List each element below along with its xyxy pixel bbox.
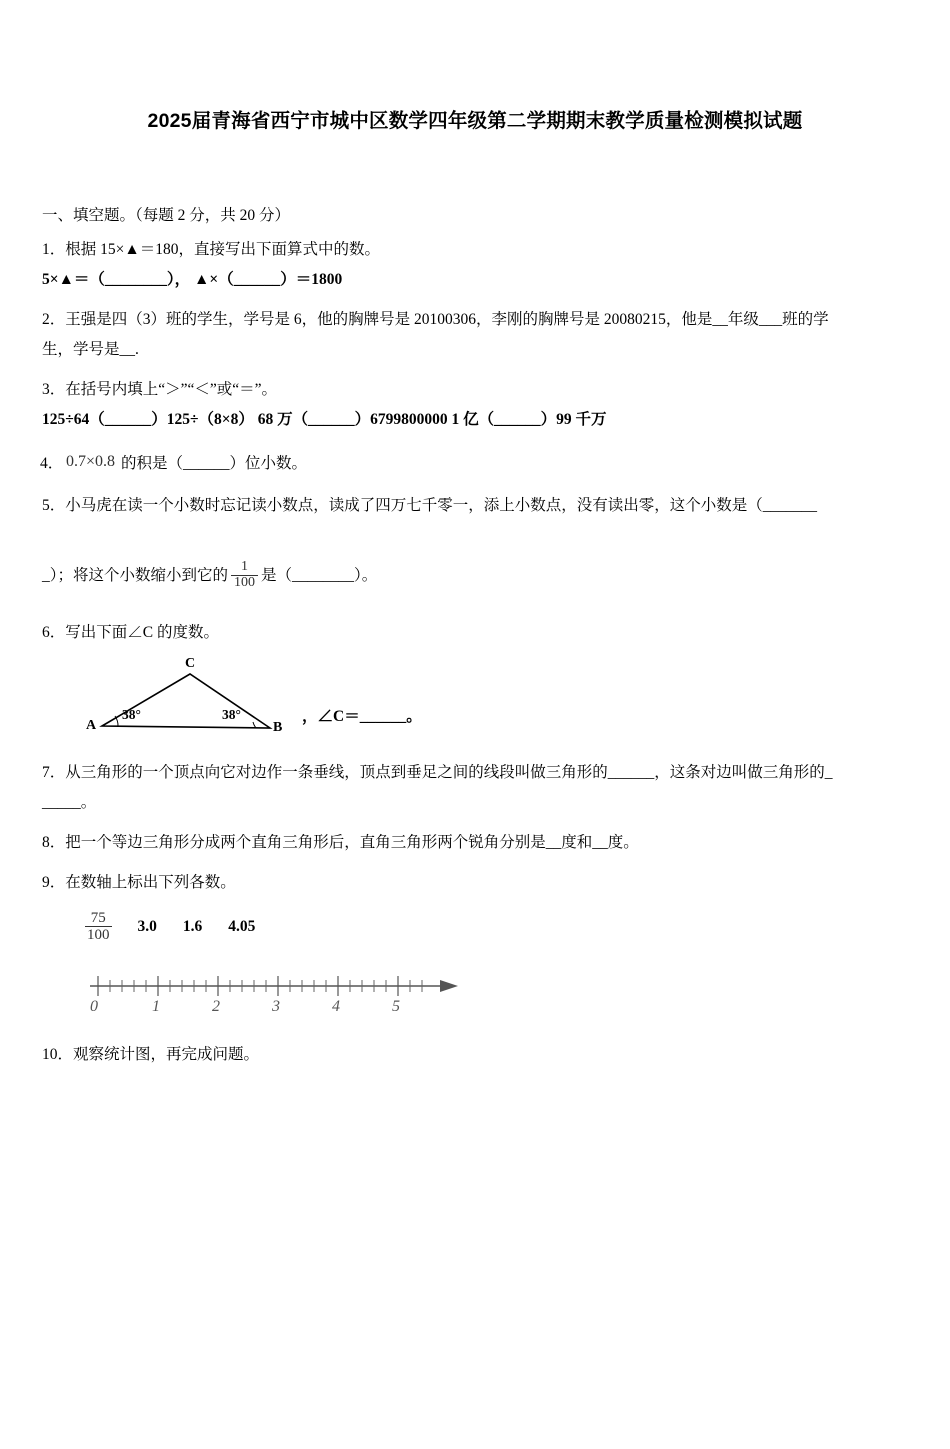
vertex-label-b: B	[273, 719, 283, 735]
page-title: 2025届青海省西宁市城中区数学四年级第二学期期末教学质量检测模拟试题	[147, 110, 803, 132]
triangle-svg	[70, 656, 490, 752]
question-6-text: 写出下面∠C 的度数。	[65, 623, 219, 641]
angle-label-b: 38°	[222, 706, 241, 722]
question-9	[42, 868, 910, 898]
question-3-number: 3．	[42, 381, 66, 398]
question-8-number: 8．	[42, 833, 66, 851]
question-6	[42, 618, 910, 648]
question-5	[42, 491, 910, 521]
question-4	[40, 451, 910, 473]
question-7-text-cont: _____。	[42, 793, 97, 811]
question-2-text: 王强是四（3）班的学生，学号是 6，他的胸牌号是 20100306，李刚的胸牌号是 20080215，他是__年级___班的学	[65, 311, 829, 328]
question-2-text-cont: 生，学号是__.	[42, 341, 139, 358]
value-item-2: 1.6	[182, 917, 203, 935]
triangle-figure	[70, 656, 490, 752]
question-4-text: 的积是（______）位小数。	[121, 455, 308, 472]
exam-page	[0, 105, 950, 1449]
question-2	[42, 305, 910, 335]
question-5-text-pre: _）；将这个小数缩小到它的	[42, 567, 229, 584]
question-8-text: 把一个等边三角形分成两个直角三角形后，直角三角形两个锐角分别是__度和__度。	[65, 833, 639, 851]
question-4-number: 4．	[40, 455, 64, 472]
question-1-text: 根据 15×▲＝180，直接写出下面算式中的数。	[65, 241, 380, 258]
question-3	[42, 375, 910, 405]
question-7-text: 从三角形的一个顶点向它对边作一条垂线，顶点到垂足之间的线段叫做三角形的______，这条对边叫做三角形的_	[65, 763, 833, 781]
angle-label-a: 38°	[122, 706, 141, 722]
vertex-label-a: A	[86, 717, 97, 733]
value-item-1: 3.0	[137, 917, 157, 935]
question-8	[42, 828, 910, 858]
question-7-number: 7．	[42, 763, 66, 781]
number-line-svg	[80, 966, 480, 1036]
question-5-line2	[42, 561, 910, 592]
question-10	[42, 1040, 910, 1070]
question-10-text: 观察统计图，再完成问题。	[73, 1045, 260, 1063]
question-3-text: 在括号内填上“＞”“＜”或“＝”。	[65, 381, 278, 398]
fraction-denominator: 100	[87, 927, 110, 944]
question-6-answer-blank: ，∠C＝______。	[302, 707, 422, 725]
fraction-denominator: 100	[231, 575, 258, 591]
question-2-number: 2．	[42, 311, 66, 328]
number-line-figure	[80, 966, 480, 1036]
question-4-expression: 0.7×0.8	[66, 453, 116, 470]
fraction-numerator: 1	[241, 559, 249, 575]
question-3-sub: 125÷64（______）125÷（8×8） 68 万（______）6799800000 1 亿（______）99 千万	[42, 411, 607, 428]
fraction-75-100	[85, 910, 112, 944]
number-line-label-3: 3	[272, 997, 280, 1015]
fraction-numerator: 75	[90, 909, 106, 926]
section-heading: 一、填空题。（每题 2 分，共 20 分）	[42, 207, 291, 224]
question-5-text-post: 是（________）。	[261, 567, 378, 584]
question-10-number: 10．	[42, 1045, 74, 1063]
question-1-number: 1．	[42, 241, 66, 258]
number-line-label-4: 4	[332, 997, 340, 1015]
vertex-label-c: C	[185, 655, 196, 671]
number-line-label-1: 1	[152, 997, 160, 1015]
question-1	[42, 235, 910, 265]
question-1-sub: 5×▲＝（________）， ▲×（______）＝1800	[42, 271, 343, 288]
question-5-text: 小马虎在读一个小数时忘记读小数点，读成了四万七千零一，添上小数点，没有读出零，这个小数是（_______	[65, 497, 818, 514]
question-9-values	[85, 910, 910, 944]
number-line-label-0: 0	[90, 997, 98, 1015]
question-7	[42, 758, 910, 788]
fraction-one-hundredth	[231, 560, 258, 590]
question-6-number: 6．	[42, 623, 66, 641]
question-5-number: 5．	[42, 497, 66, 514]
number-line-label-2: 2	[212, 997, 220, 1015]
question-9-text: 在数轴上标出下列各数。	[65, 873, 236, 891]
question-9-number: 9．	[42, 873, 66, 891]
value-item-3: 4.05	[228, 917, 256, 935]
number-line-label-5: 5	[392, 997, 400, 1015]
